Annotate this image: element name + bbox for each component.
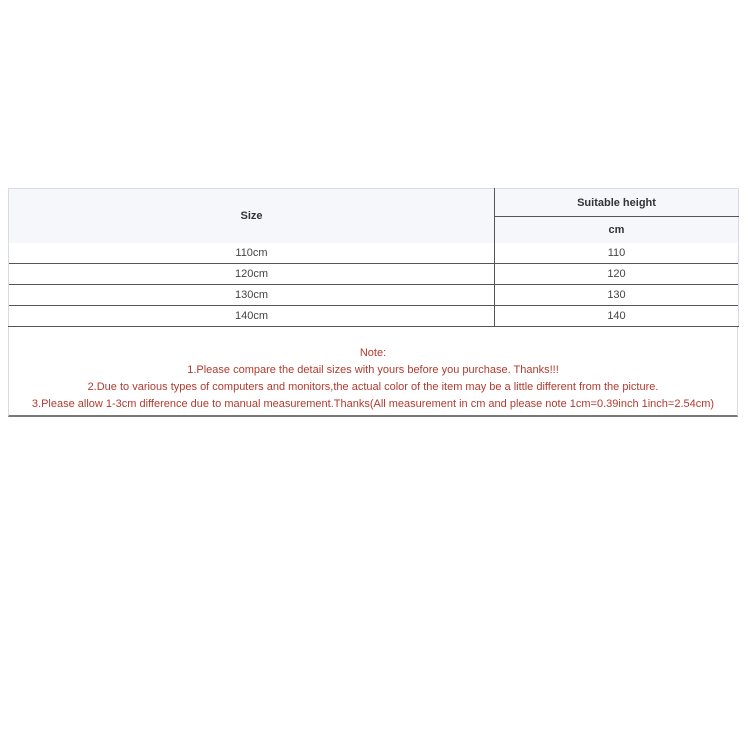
size-cell: 130cm: [9, 285, 495, 306]
table-row: [9, 243, 739, 264]
size-column-header: Size: [9, 189, 495, 244]
size-cell: 110cm: [9, 243, 495, 264]
size-cell: 120cm: [9, 264, 495, 285]
note-title: Note:: [359, 347, 387, 359]
notes-box: [8, 327, 738, 417]
size-cell: 140cm: [9, 306, 495, 327]
table-row: [9, 285, 739, 306]
height-cell: 130: [495, 285, 739, 306]
height-cell: 120: [495, 264, 739, 285]
table-row: [9, 264, 739, 285]
table-row: [9, 306, 739, 327]
note-line-3: 3.Please allow 1-3cm difference due to manual measurement.Thanks(All measurement in cm and please note 1cm=0.39inch 1inch=2.54cm): [31, 398, 715, 410]
size-chart: [8, 188, 738, 417]
height-column-header: Suitable height: [495, 189, 739, 217]
height-cell: 140: [495, 306, 739, 327]
unit-header: cm: [495, 217, 739, 244]
height-cell: 110: [495, 243, 739, 264]
header-row: [9, 189, 739, 217]
note-line-1: 1.Please compare the detail sizes with yours before you purchase. Thanks!!!: [187, 364, 559, 376]
note-line-2: 2.Due to various types of computers and monitors,the actual color of the item may be a little different from the picture.: [87, 381, 659, 393]
size-table: [8, 188, 739, 327]
